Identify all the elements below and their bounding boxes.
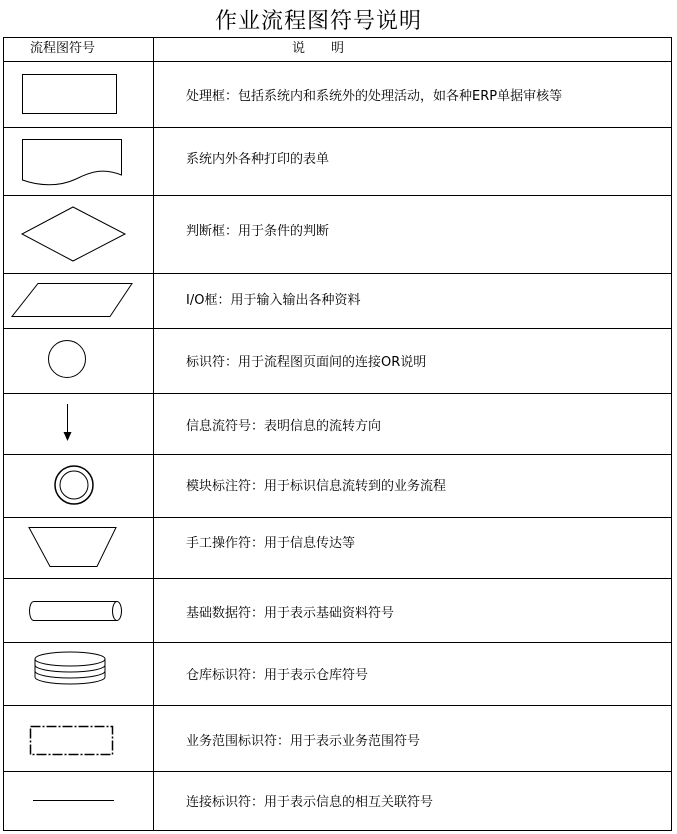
header-symbol: 流程图符号	[30, 41, 96, 56]
table-row	[4, 705, 673, 771]
page-title: 作业流程图符号说明	[214, 9, 422, 34]
io-parallelogram-icon	[4, 274, 154, 329]
table-row	[4, 771, 673, 830]
decision-diamond-icon	[4, 196, 154, 274]
warehouse-drum-icon	[4, 643, 154, 705]
row-description: 连接标识符：用于表示信息的相互关联符号	[186, 795, 434, 810]
line-icon	[4, 771, 154, 830]
table-row	[4, 274, 673, 329]
row-description: I/O框：用于输入输出各种资料	[186, 293, 361, 308]
connector-circle-icon	[4, 329, 154, 394]
row-description: 模块标注符：用于标识信息流转到的业务流程	[186, 479, 447, 494]
row-description: 系统内外各种打印的表单	[186, 152, 330, 167]
manual-operation-trapezoid-icon	[4, 518, 154, 579]
row-description: 标识符：用于流程图页面间的连接OR说明	[186, 355, 427, 370]
table-border-bottom	[3, 830, 672, 831]
table-row	[4, 329, 673, 394]
row-description: 手工操作符：用于信息传达等	[186, 536, 356, 551]
table-row	[4, 579, 673, 643]
document-icon	[4, 128, 154, 196]
basic-data-cylinder-icon	[4, 579, 154, 643]
row-description: 处理框：包括系统内和系统外的处理活动，如各种ERP单据审核等	[186, 89, 563, 104]
row-description: 基础数据符：用于表示基础资料符号	[186, 606, 395, 621]
row-description: 业务范围标识符：用于表示业务范围符号	[186, 734, 421, 749]
table-row	[4, 643, 673, 705]
module-double-circle-icon	[4, 455, 154, 518]
process-box-icon	[4, 62, 154, 128]
table-row	[4, 62, 673, 128]
row-description: 信息流符号：表明信息的流转方向	[186, 419, 382, 434]
table-row	[4, 455, 673, 518]
table-row	[4, 128, 673, 196]
flow-arrow-icon	[4, 394, 154, 455]
table-row	[4, 518, 673, 579]
table-row	[4, 196, 673, 274]
table-row	[4, 394, 673, 455]
row-description: 判断框：用于条件的判断	[186, 224, 330, 239]
row-description: 仓库标识符：用于表示仓库符号	[186, 668, 369, 683]
scope-dashed-box-icon	[4, 705, 154, 771]
header-description: 说 明	[292, 41, 345, 56]
